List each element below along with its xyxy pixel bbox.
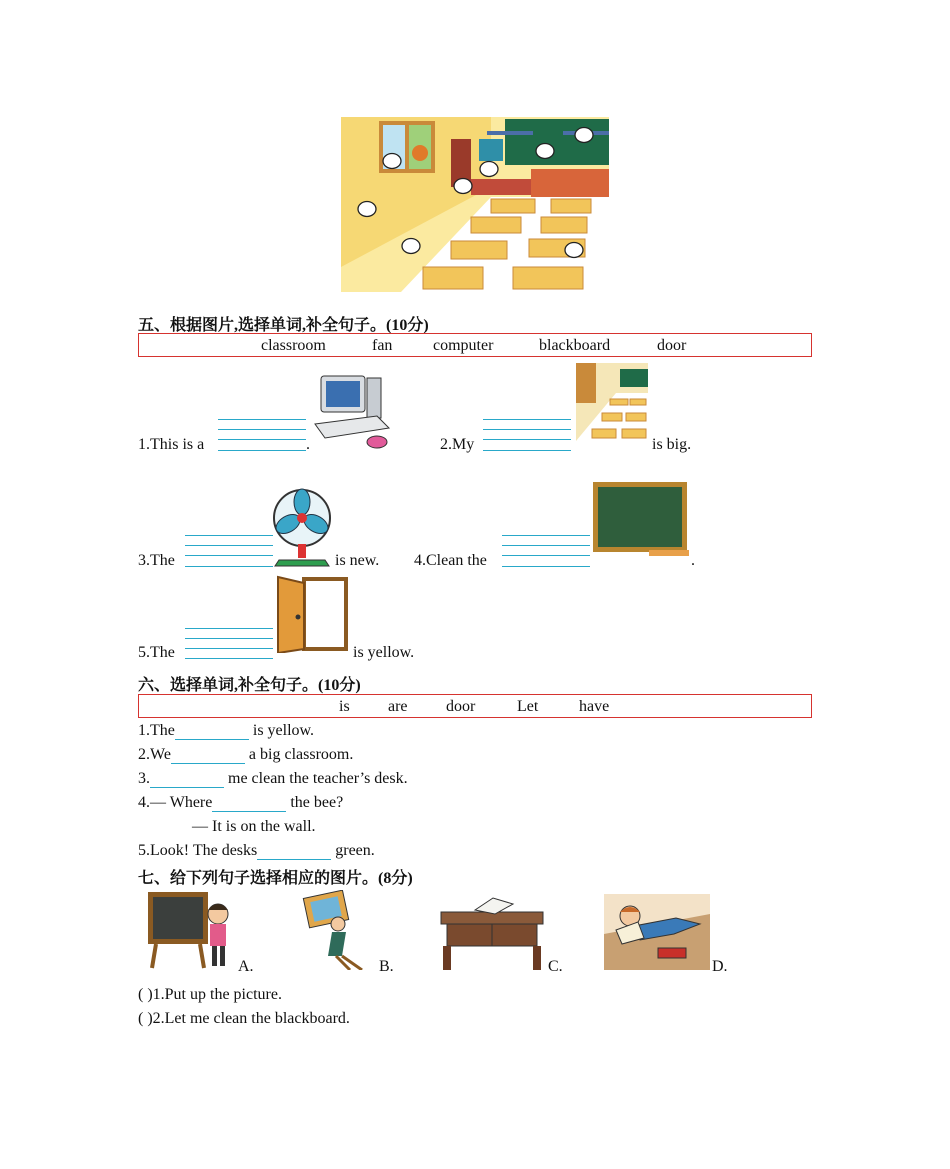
answer-line[interactable] [502,535,590,536]
classroom-illustration [341,117,609,292]
answer-line[interactable] [502,555,590,556]
answer-line[interactable] [218,419,306,420]
s6-q4 [138,794,343,812]
word-option: are [388,698,408,715]
s5-q3-suffix: is new. [335,552,380,569]
door-image [274,575,350,653]
answer-line[interactable] [483,429,571,430]
picture-b-man-putting-up-picture [292,890,378,970]
option-label-b: B. [379,958,394,975]
s5-q4-prefix: 4.Clean the [414,552,487,569]
answer-line[interactable] [185,658,273,659]
s6-q3-prefix: 3. [138,770,150,787]
word-option: door [446,698,476,715]
answer-line[interactable] [218,450,306,451]
option-label-a: A. [238,958,254,975]
s5-q5-suffix: is yellow. [353,644,415,661]
computer-image [311,372,396,452]
answer-blank[interactable] [212,795,286,812]
s6-q5-suffix: green. [331,842,375,859]
s7-q2: ( )2.Let me clean the blackboard. [138,1010,350,1027]
answer-blank[interactable] [257,843,331,860]
picture-c-desk-with-book [439,892,545,972]
section6-heading: 六、选择单词,补全句子。(10分) [138,677,361,694]
s6-q1-prefix: 1.The [138,722,175,739]
blackboard-image [593,482,691,558]
s6-q1-suffix: is yellow. [248,722,315,739]
s6-q4-suffix: the bee? [286,794,344,811]
section5-heading: 五、根据图片,选择单词,补全句子。(10分) [138,317,429,334]
answer-blank[interactable] [175,723,249,740]
s7-q1: ( )1.Put up the picture. [138,986,282,1003]
answer-line[interactable] [185,535,273,536]
answer-line[interactable] [483,419,571,420]
s6-q4-answer: — It is on the wall. [192,818,316,835]
s6-q1 [138,722,314,740]
classroom-image [576,363,648,441]
s6-q2-suffix: a big classroom. [244,746,354,763]
s5-q1-suffix: . [306,436,310,453]
answer-line[interactable] [502,545,590,546]
word-option: fan [372,337,393,354]
answer-blank[interactable] [171,747,245,764]
answer-line[interactable] [185,638,273,639]
s5-q2-prefix: 2.My [440,436,475,453]
s6-q5-prefix: 5.Look! The desks [138,842,258,859]
s6-q3-suffix: me clean the teacher’s desk. [224,770,408,787]
word-option: classroom [261,337,326,354]
picture-d-boy-reading-book [604,894,710,970]
section5-word-box [138,333,812,357]
answer-line[interactable] [185,628,273,629]
s6-q2-prefix: 2.We [138,746,171,763]
s5-q2-suffix: is big. [652,436,692,453]
answer-line[interactable] [218,439,306,440]
word-option: is [339,698,350,715]
option-label-d: D. [712,958,728,975]
answer-line[interactable] [502,566,590,567]
fan-image [271,486,333,568]
s5-q1-prefix: 1.This is a [138,436,205,453]
word-option: computer [433,337,494,354]
s5-q4-suffix: . [691,552,695,569]
word-option: have [579,698,610,715]
answer-line[interactable] [185,555,273,556]
s6-q5 [138,842,375,860]
word-option: door [657,337,687,354]
answer-line[interactable] [185,566,273,567]
answer-line[interactable] [185,545,273,546]
word-option: blackboard [539,337,611,354]
answer-line[interactable] [483,450,571,451]
section6-word-box [138,694,812,718]
answer-line[interactable] [218,429,306,430]
answer-line[interactable] [185,648,273,649]
answer-line[interactable] [483,439,571,440]
s5-q5-prefix: 5.The [138,644,175,661]
s5-q3-prefix: 3.The [138,552,175,569]
word-option: Let [517,698,539,715]
s6-q4-prefix: 4.— Where [138,794,213,811]
s6-q2 [138,746,353,764]
answer-blank[interactable] [150,771,224,788]
picture-a-girl-cleaning-blackboard [146,890,236,970]
option-label-c: C. [548,958,563,975]
section7-heading: 七、给下列句子选择相应的图片。(8分) [138,870,413,887]
s6-q3 [138,770,408,788]
